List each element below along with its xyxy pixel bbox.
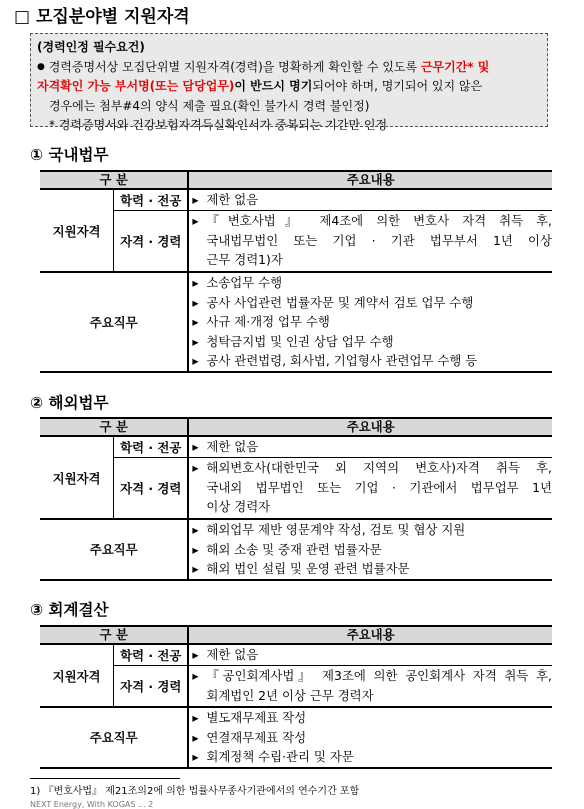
footnote: 1) 『변호사법』 제21조의2에 의한 법률사무종사기관에서의 연수기간 포함 bbox=[30, 786, 360, 797]
arrow-icon: ▸ bbox=[192, 561, 199, 576]
bullet-icon: ● bbox=[37, 61, 45, 72]
section-title-accounting: ③ 회계결산 bbox=[30, 601, 109, 619]
arrow-icon: ▸ bbox=[192, 353, 199, 368]
arrow-icon: ▸ bbox=[192, 522, 199, 537]
arrow-icon: ▸ bbox=[192, 749, 199, 764]
arrow-icon: ▸ bbox=[192, 668, 199, 683]
arrow-icon: ▸ bbox=[192, 541, 199, 557]
table-domestic-law: 구 분 주요내용 지원자격 학력 · 전공 ▸ 제한 없음 자격 · 경력 ▸ 『변호사법』 제4조에 의한 변호사 자격 취득 후, 국내법무법인 또는 기업 · 기관 법무부서 1년 이상 근무 경력1)자 주요직무 ▸ 소송업무 수행 ▸ 공사 사업관련 법률자문 및 계약서 검토 업무 수행 ▸ 사규 제·개정 업무 수행 ▸ 청탁금지법 및 인권 상담 업무 수행 ▸ 공사 관련법령, 회사법, 기업형사 관련업무 수행 등 bbox=[40, 170, 552, 373]
note-asterisk: * 경력증명서와 건강보험자격득실확인서가 중복되는 기간만 인정 bbox=[49, 118, 388, 132]
arrow-icon: ▸ bbox=[192, 294, 199, 310]
note-heading: (경력인정 필수요건) bbox=[37, 40, 145, 54]
table-overseas-law: 구 분 주요내용 지원자격 학력 · 전공 ▸ 제한 없음 자격 · 경력 ▸ 해외변호사(대한민국 외 지역의 변호사)자격 취득 후, 국내외 법무법인 또는 기업 · 기관에서 법무업무 1년 이상 경력자 주요직무 ▸ 해외업무 제반 영문계약 작성, 검토 및 협상 지원 ▸ 해외 소송 및 중재 관련 법률자문 ▸ 해외 법인 설립 및 운영 관련 법률자문 bbox=[40, 417, 552, 581]
footnote-divider bbox=[30, 778, 180, 779]
arrow-icon: ▸ bbox=[192, 314, 199, 329]
arrow-icon: ▸ bbox=[192, 729, 199, 745]
table-header: 구 분 주요내용 bbox=[40, 626, 552, 644]
arrow-icon: ▸ bbox=[192, 192, 199, 207]
arrow-icon: ▸ bbox=[192, 275, 199, 290]
note-paragraph: ● 경력증명서상 모집단위별 지원자격(경력)을 명확하게 확인할 수 있도록 근무기간* 및 자격확인 가능 부서명(또는 담당업무)이 반드시 명기되어야 하며, 명기되어 있지 않은 경우에는 첨부#4의 양식 제출 필요(확인 불가시 경력 불인정) bbox=[37, 59, 490, 113]
table-header: 구 분 주요내용 bbox=[40, 418, 552, 436]
arrow-icon: ▸ bbox=[192, 333, 199, 349]
requirements-note bbox=[30, 33, 548, 132]
arrow-icon: ▸ bbox=[192, 647, 199, 662]
table-accounting: 구 분 주요내용 지원자격 학력 · 전공 ▸ 제한 없음 자격 · 경력 ▸ 『공인회계사법』 제3조에 의한 공인회계사 자격 취득 후, 회계법인 2년 이상 근무 경력자 주요직무 ▸ 별도재무제표 작성 ▸ 연결재무제표 작성 ▸ 회계정책 수립·관리 및 자문 bbox=[40, 625, 552, 769]
section-title-overseas-law: ② 해외법무 bbox=[30, 394, 109, 412]
page-footer: NEXT Energy, With KOGAS ... 2 bbox=[30, 800, 154, 809]
arrow-icon: ▸ bbox=[192, 213, 199, 228]
arrow-icon: ▸ bbox=[192, 460, 199, 475]
arrow-icon: ▸ bbox=[192, 710, 199, 725]
table-header: 구 분 주요내용 bbox=[40, 171, 552, 189]
arrow-icon: ▸ bbox=[192, 439, 199, 454]
page-title: □ 모집분야별 지원자격 bbox=[14, 7, 190, 27]
section-title-domestic-law: ① 국내법무 bbox=[30, 146, 109, 164]
